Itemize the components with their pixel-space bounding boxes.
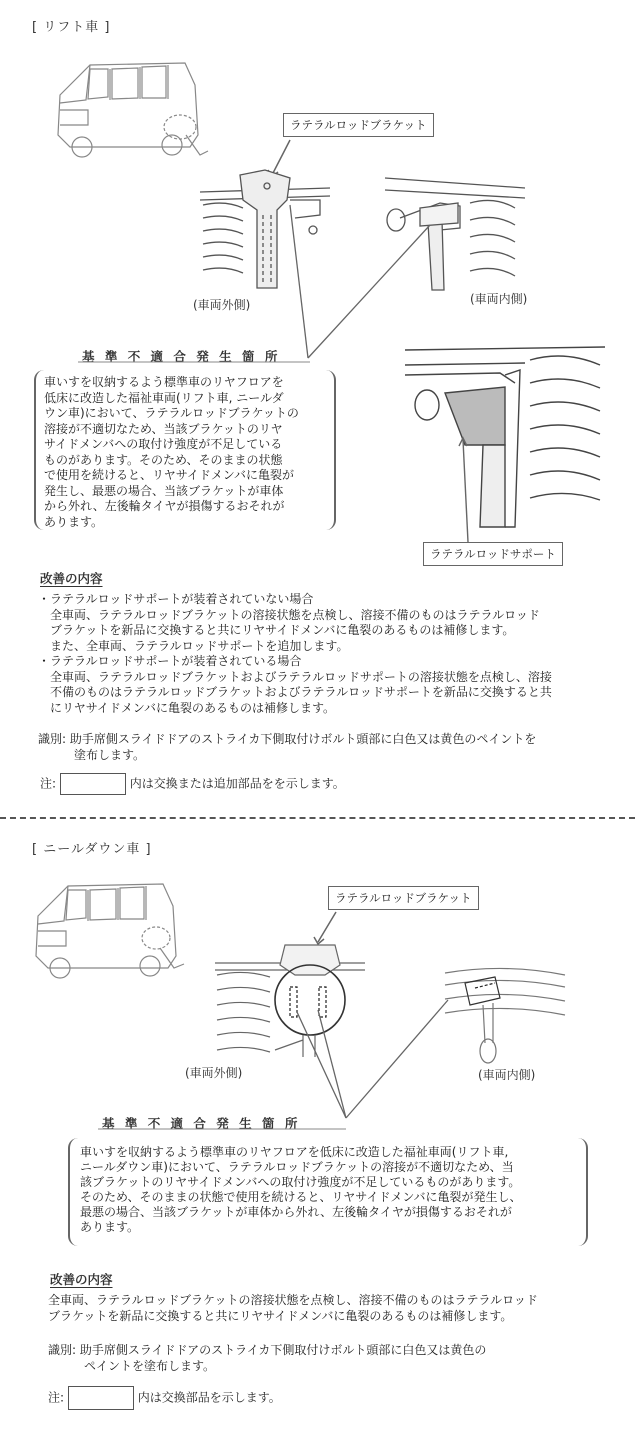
kaizen-content	[48, 1293, 608, 1324]
replacement-note	[48, 1386, 281, 1410]
caption-outer-side: (車両外側)	[193, 298, 251, 312]
caption-outer-side: (車両外側)	[185, 1066, 243, 1080]
kaizen-line: にリヤサイドメンバに亀裂のあるものは補修します。	[38, 700, 336, 715]
identification-line: 識別: 助手席側スライドドアのストライカ下側取付けボルト頭部に白色又は黄色のペイントを	[38, 732, 537, 746]
identification-line: ペイントを塗布します。	[48, 1358, 216, 1373]
note-legend-box	[68, 1386, 134, 1410]
defect-line: 車いすを収納するよう標準車のリヤフロアを低床に改造した福祉車両(リフト車,	[80, 1145, 509, 1159]
defect-heading: 基 準 不 適 合 発 生 箇 所	[102, 1116, 301, 1131]
defect-line: ウン車)において、ラテラルロッドブラケットの	[44, 406, 299, 420]
kaizen-line: 全車両、ラテラルロッドブラケットおよびラテラルロッドサポートの溶接状態を点検し、溶接	[38, 669, 552, 684]
kaizen-line: ブラケットを新品に交換すると共にリヤサイドメンバに亀裂のあるものは補修します。	[48, 1308, 513, 1323]
kaizen-line: ・ラテラルロッドサポートが装着されていない場合	[38, 592, 314, 606]
section-title-lift: [ リフト車 ]	[32, 20, 111, 35]
kaizen-line: ・ラテラルロッドサポートが装着されている場合	[38, 654, 302, 668]
callout-lateral-rod-support: ラテラルロッドサポート	[423, 542, 563, 566]
defect-line: 低床に改造した福祉車両(リフト車, ニールダ	[44, 390, 284, 405]
section-title-kneel-down: [ ニールダウン車 ]	[32, 842, 152, 857]
note-prefix: 注:	[48, 1390, 65, 1405]
defect-line: で使用を続けると、リヤサイドメンバに亀裂が	[44, 468, 294, 482]
defect-line: 該ブラケットのリヤサイドメンバへの取付け強度が不足しているものがあります。	[80, 1175, 521, 1189]
identification-line: 識別: 助手席側スライドドアのストライカ下側取付けボルト頭部に白色又は黄色の	[48, 1343, 487, 1357]
defect-line: ものがあります。そのため、そのままの状態	[44, 452, 283, 467]
caption-inner-side: (車両内側)	[478, 1068, 536, 1082]
kaizen-title: 改善の内容	[50, 1272, 113, 1287]
caption-inner-side: (車両内側)	[470, 292, 528, 306]
defect-line: から外れ、左後輪タイヤが損傷するおそれが	[44, 499, 285, 513]
defect-heading: 基 準 不 適 合 発 生 箇 所	[82, 349, 281, 364]
kaizen-line: また、全車両、ラテラルロッドサポートを追加します。	[38, 638, 349, 653]
note-text: 内は交換または追加部品をを示します。	[129, 776, 345, 791]
defect-line: 発生し、最悪の場合、当該ブラケットが車体	[44, 483, 284, 498]
kaizen-line: 全車両、ラテラルロッドブラケットの溶接状態を点検し、溶接不備のものはラテラルロッド	[48, 1293, 538, 1307]
kaizen-line: ブラケットを新品に交換すると共にリヤサイドメンバに亀裂のあるものは補修します。	[38, 623, 515, 637]
defect-line: あります。	[80, 1220, 140, 1234]
callout-lateral-rod-bracket: ラテラルロッドブラケット	[283, 113, 434, 137]
note-prefix: 注:	[40, 776, 57, 791]
callout-lateral-rod-bracket: ラテラルロッドブラケット	[328, 886, 479, 910]
defect-line: 最悪の場合、当該ブラケットが車体から外れ、左後輪タイヤが損傷するおそれが	[80, 1205, 512, 1219]
kaizen-title: 改善の内容	[40, 571, 103, 586]
defect-line: あります。	[44, 514, 104, 529]
defect-line: ニールダウン車)において、ラテラルロッドブラケットの溶接が不適切なため、当	[80, 1160, 514, 1174]
defect-line: サイドメンバへの取付け強度が不足している	[44, 437, 283, 451]
identification-note	[48, 1343, 608, 1374]
identification-line: 塗布します。	[38, 747, 146, 762]
kaizen-line: 不備のものはラテラルロッドブラケットおよびラテラルロッドサポートを新品に交換すると共	[38, 685, 552, 699]
defect-line: 溶接が不適切なため、当該ブラケットのリヤ	[44, 421, 283, 436]
kaizen-line: 全車両、ラテラルロッドブラケットの溶接状態を点検し、溶接不備のものはラテラルロッド	[38, 607, 540, 622]
defect-line: 車いすを収納するよう標準車のリヤフロアを	[44, 375, 284, 389]
note-text: 内は交換部品を示します。	[137, 1390, 281, 1405]
defect-description	[80, 1145, 580, 1235]
defect-line: そのため、そのままの状態で使用を続けると、リヤサイドメンバに亀裂が発生し、	[80, 1190, 522, 1204]
